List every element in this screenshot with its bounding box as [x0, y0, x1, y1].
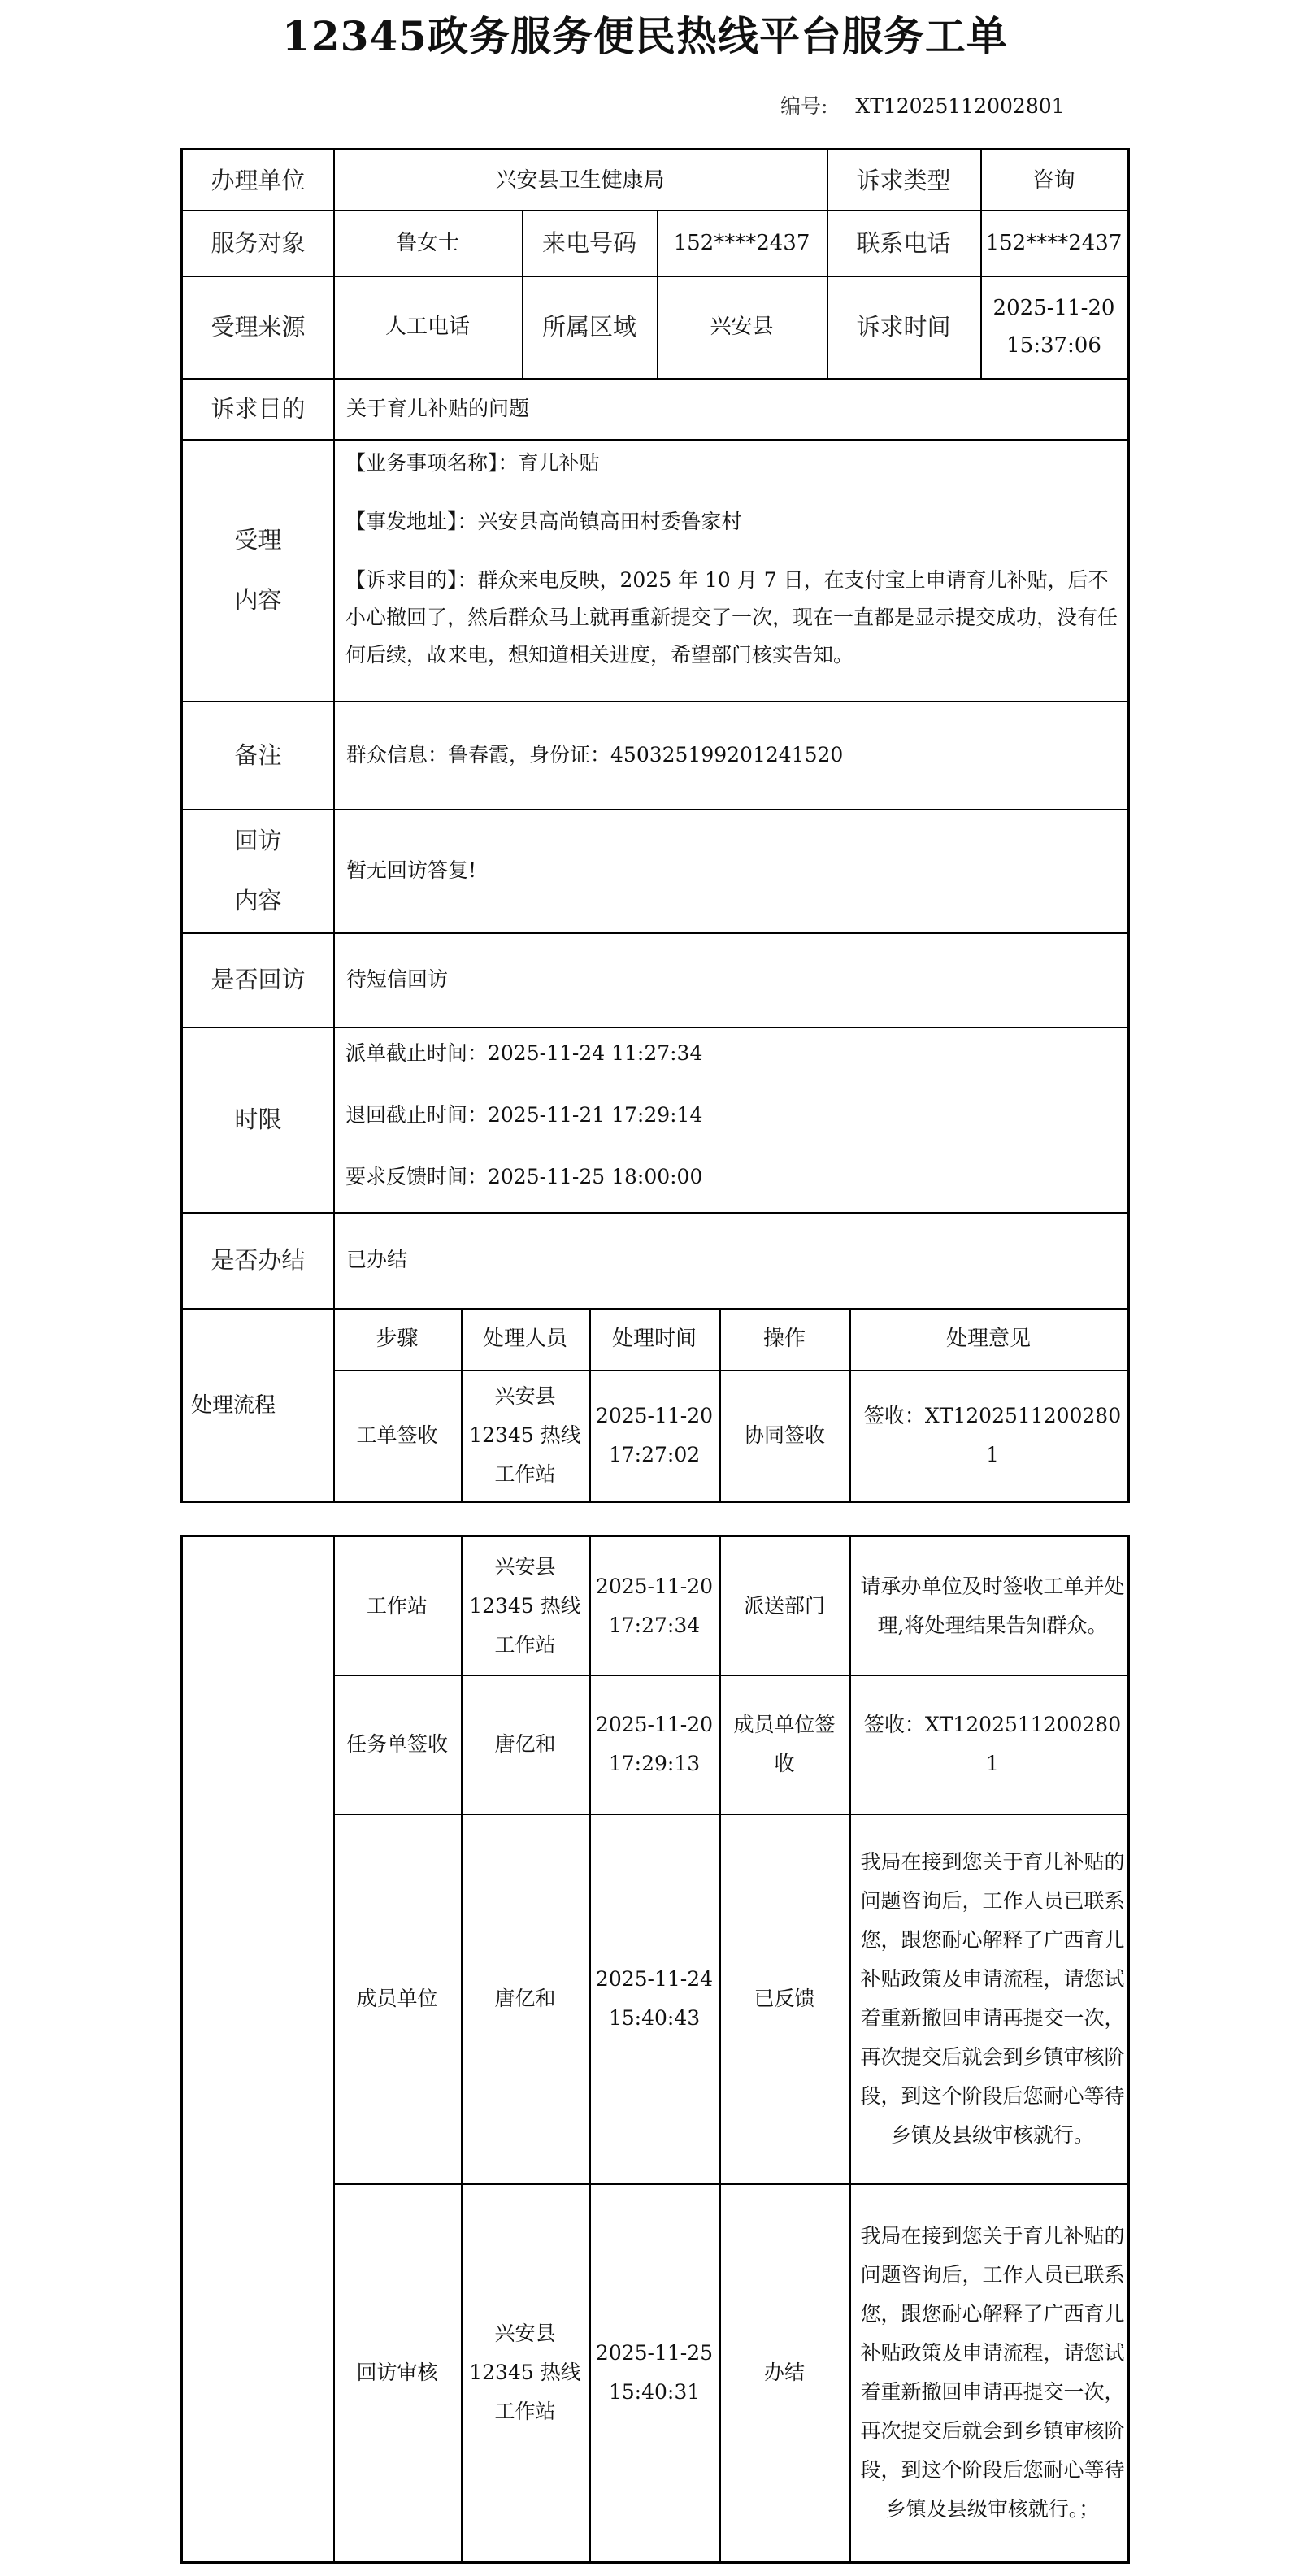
revisit-flag-label: 是否回访 — [211, 966, 306, 993]
remark-label: 备注 — [234, 741, 282, 769]
process-opinion: 我局在接到您关于育儿补贴的问题咨询后，工作人员已联系您，跟您耐心解释了广西育儿补贴政策及申请流程，请您试着重新撤回申请再提交一次，再次提交后就会到乡镇审核阶段，到这个阶段后您耐心等待乡镇及县级审核就行。 — [860, 1849, 1125, 2147]
unit-label: 办理单位 — [211, 166, 306, 194]
target-label: 服务对象 — [211, 228, 306, 257]
process-action: 办结 — [763, 2360, 805, 2384]
process-opinion: 签收：XT12025112002801 — [863, 1712, 1122, 1775]
process-step: 回访审核 — [356, 2360, 438, 2384]
process-action: 已反馈 — [754, 1986, 815, 2010]
appeal-type-value: 咨询 — [1032, 167, 1075, 193]
process-header-opinion: 处理意见 — [945, 1327, 1031, 1351]
completed-value: 已办结 — [346, 1248, 408, 1271]
contact-label: 联系电话 — [856, 228, 951, 257]
serial-value: XT12025112002801 — [855, 94, 1065, 118]
deadline-dispatch: 派单截止时间：2025-11-24 11:27:34 — [345, 1041, 703, 1065]
process-action: 成员单位签收 — [733, 1712, 836, 1775]
revisit-flag-value: 待短信回访 — [346, 967, 449, 991]
caller-value: 152****2437 — [673, 230, 810, 255]
process-step: 成员单位 — [356, 1986, 438, 2010]
appeal-date: 2025-11-20 — [992, 296, 1115, 320]
process-header-step: 步骤 — [376, 1327, 419, 1351]
content-label: 受理 内容 — [234, 526, 282, 614]
completed-label: 是否办结 — [211, 1246, 306, 1274]
process-time: 2025-11-25 15:40:31 — [595, 2340, 714, 2404]
remark-value: 群众信息：鲁春霞，身份证：450325199201241520 — [346, 742, 844, 767]
serial-label: 编号: — [780, 94, 828, 118]
process-handler: 兴安县12345 热线工作站 — [469, 1554, 581, 1657]
work-order-form-continued — [180, 1535, 1130, 2564]
process-handler: 兴安县12345 热线工作站 — [469, 2321, 581, 2423]
process-label: 处理流程 — [191, 1393, 276, 1418]
process-handler: 唐亿和 — [494, 1986, 556, 2010]
process-header-handler: 处理人员 — [482, 1327, 567, 1351]
process-time: 2025-11-20 17:29:13 — [595, 1712, 714, 1775]
appeal-time-label: 诉求时间 — [856, 313, 951, 341]
process-time: 2025-11-20 17:27:34 — [595, 1574, 714, 1637]
process-handler: 兴安县12345 热线工作站 — [469, 1384, 581, 1486]
area-value: 兴安县 — [710, 315, 774, 339]
source-label: 受理来源 — [211, 313, 306, 341]
process-header-time: 处理时间 — [611, 1327, 697, 1351]
unit-value: 兴安县卫生健康局 — [495, 167, 665, 193]
process-action: 派送部门 — [743, 1593, 825, 1618]
contact-value: 152****2437 — [985, 230, 1123, 255]
deadline-return: 退回截止时间：2025-11-21 17:29:14 — [345, 1103, 703, 1127]
work-order-form — [180, 148, 1130, 1503]
process-action: 协同签收 — [743, 1423, 825, 1447]
appeal-clock: 15:37:06 — [1006, 333, 1101, 358]
process-opinion: 请承办单位及时签收工单并处理,将处理结果告知群众。 — [860, 1574, 1125, 1637]
process-opinion: 我局在接到您关于育儿补贴的问题咨询后，工作人员已联系您，跟您耐心解释了广西育儿补贴政策及申请流程，请您试着重新撤回申请再提交一次，再次提交后就会到乡镇审核阶段，到这个阶段后您耐心等待乡镇及县级审核就行。； — [860, 2223, 1125, 2521]
appeal-time-value — [980, 276, 1127, 378]
appeal-type-label: 诉求类型 — [856, 166, 951, 194]
area-label: 所属区域 — [541, 313, 636, 341]
revisit-label: 回访 内容 — [234, 827, 282, 914]
content-address: 【事发地址】：兴安县高尚镇高田村委鲁家村 — [345, 510, 742, 533]
content-appeal: 【诉求目的】：群众来电反映，2025 年 10 月 7 日，在支付宝上申请育儿补贴，后不小心撤回了，然后群众马上就再重新提交了一次，现在一直都是显示提交成功，没有任何后续，故来电，想知道相关进度，希望部门核实告知。 — [345, 568, 1118, 667]
process-time: 2025-11-20 17:27:02 — [595, 1404, 714, 1466]
process-step: 工作站 — [366, 1593, 428, 1618]
purpose-label: 诉求目的 — [211, 394, 306, 423]
deadline-label: 时限 — [234, 1106, 282, 1133]
source-value: 人工电话 — [384, 315, 470, 339]
process-header-action: 操作 — [762, 1327, 806, 1351]
deadline-feedback: 要求反馈时间：2025-11-25 18:00:00 — [345, 1165, 703, 1188]
process-opinion: 签收：XT12025112002801 — [863, 1404, 1122, 1466]
process-handler: 唐亿和 — [494, 1731, 556, 1756]
process-time: 2025-11-24 15:40:43 — [595, 1966, 714, 2030]
content-item-name: 【业务事项名称】：育儿补贴 — [345, 451, 600, 475]
revisit-value: 暂无回访答复! — [346, 858, 477, 882]
purpose-value: 关于育儿补贴的问题 — [346, 396, 530, 420]
caller-label: 来电号码 — [541, 228, 636, 257]
process-step: 任务单签收 — [345, 1731, 448, 1756]
process-step: 工单签收 — [356, 1423, 438, 1447]
page-title: 12345政务服务便民热线平台服务工单 — [282, 12, 1008, 60]
target-value: 鲁女士 — [395, 230, 459, 255]
serial-number — [780, 93, 1065, 120]
